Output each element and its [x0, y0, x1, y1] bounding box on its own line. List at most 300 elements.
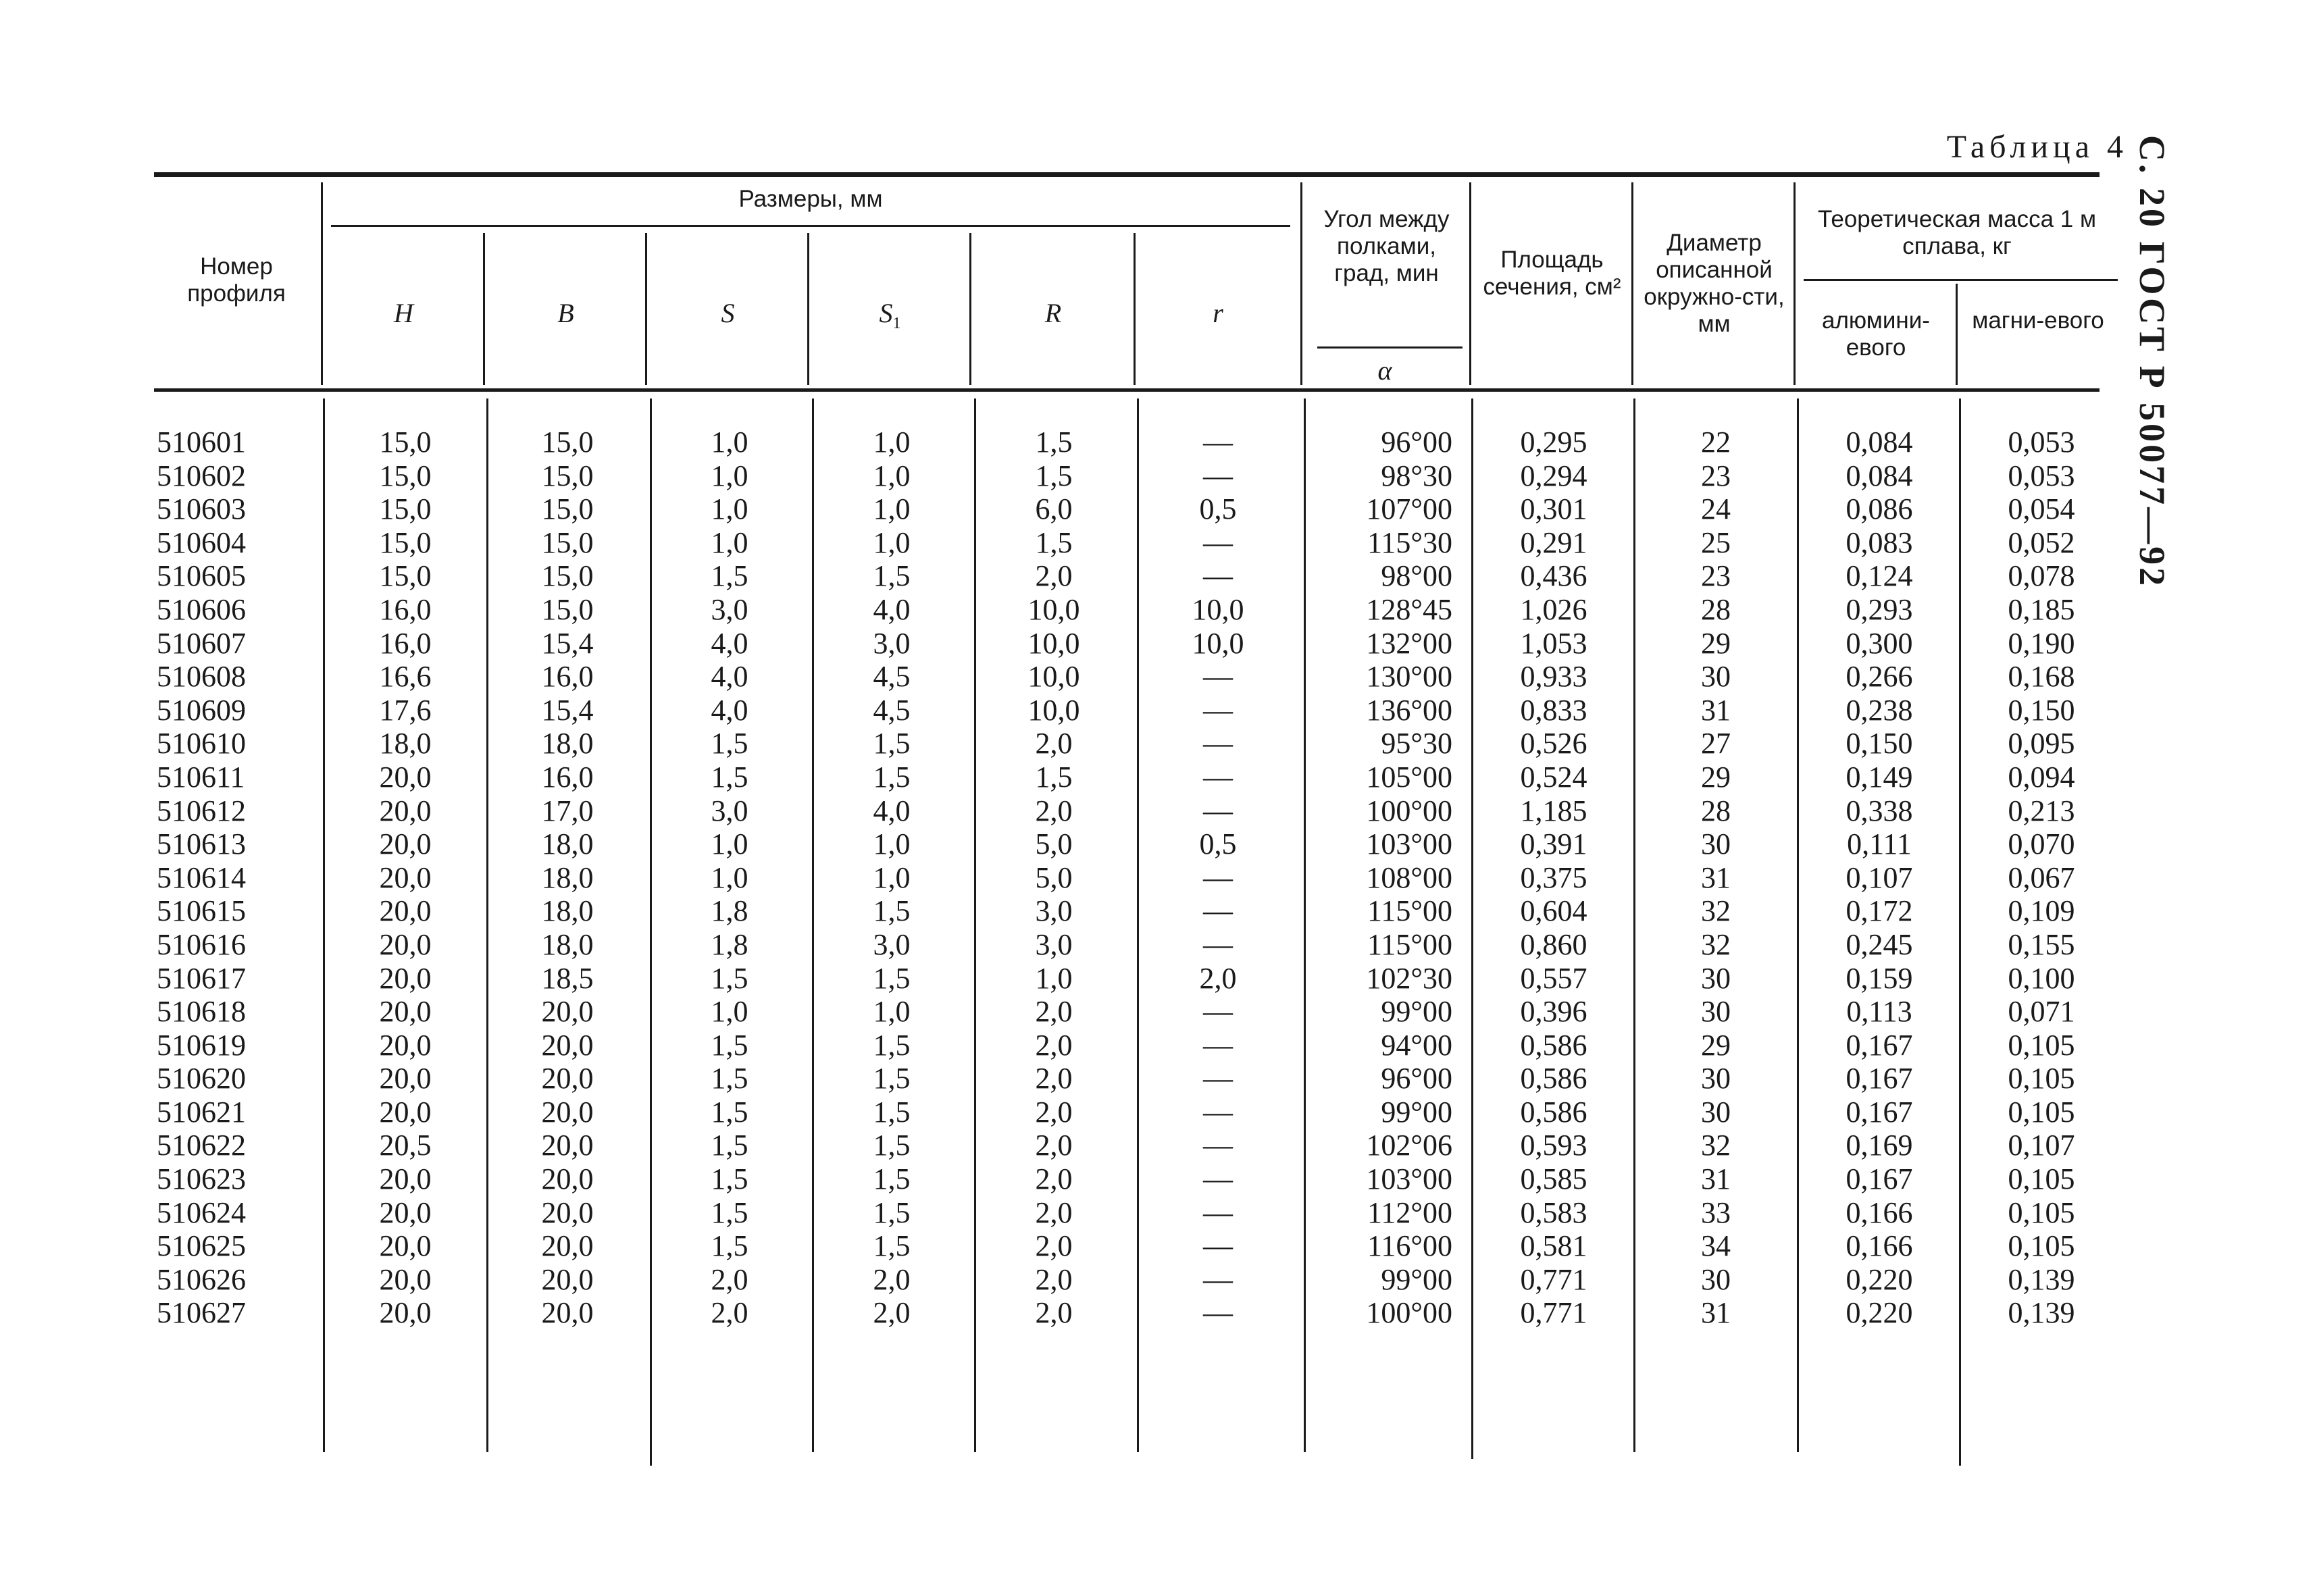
cell-profile-number: 510612 — [157, 794, 246, 827]
cell-angle: 116°00 — [1367, 1229, 1452, 1263]
cell-r: — — [1203, 1229, 1233, 1263]
cell-diameter: 23 — [1701, 559, 1731, 593]
cell-profile-number: 510616 — [157, 927, 246, 961]
cell-mass-aluminum: 0,167 — [1846, 1062, 1913, 1096]
cell-diameter: 32 — [1701, 927, 1731, 961]
page-side-title: С. 20 ГОСТ Р 50077—92 — [2132, 135, 2172, 589]
cell-S1: 1,0 — [873, 525, 911, 559]
cell-R: 10,0 — [1027, 592, 1080, 626]
cell-mass-magnesium: 0,155 — [2008, 927, 2075, 961]
cell-mass-aluminum: 0,169 — [1846, 1129, 1913, 1162]
cell-mass-magnesium: 0,105 — [2008, 1229, 2075, 1263]
cell-profile-number: 510615 — [157, 894, 246, 928]
cell-area: 0,771 — [1520, 1296, 1587, 1330]
cell-angle: 115°00 — [1367, 894, 1452, 928]
cell-profile-number: 510601 — [157, 426, 246, 459]
cell-H: 16,6 — [379, 660, 432, 694]
cell-profile-number: 510602 — [157, 459, 246, 492]
cell-S1: 1,5 — [873, 1095, 911, 1129]
cell-mass-magnesium: 0,095 — [2008, 727, 2075, 761]
cell-S1: 2,0 — [873, 1262, 911, 1296]
cell-S: 2,0 — [711, 1296, 748, 1330]
cell-angle: 107°00 — [1366, 492, 1452, 526]
cell-S: 1,5 — [711, 961, 748, 995]
cell-mass-aluminum: 0,113 — [1846, 995, 1912, 1029]
cell-profile-number: 510608 — [157, 660, 246, 694]
cell-H: 15,0 — [379, 525, 432, 559]
cell-B: 20,0 — [541, 1229, 594, 1263]
cell-S: 1,0 — [711, 995, 748, 1029]
cell-R: 2,0 — [1035, 1229, 1073, 1263]
header-S: S — [721, 298, 735, 328]
cell-mass-magnesium: 0,053 — [2008, 426, 2075, 459]
cell-S: 1,5 — [711, 1195, 748, 1229]
cell-H: 20,0 — [379, 1296, 432, 1330]
cell-R: 6,0 — [1035, 492, 1073, 526]
cell-R: 2,0 — [1035, 1129, 1073, 1162]
cell-B: 20,0 — [541, 1062, 594, 1096]
header-S1-sub: 1 — [892, 315, 901, 332]
cell-profile-number: 510619 — [157, 1028, 246, 1062]
cell-area: 0,585 — [1520, 1162, 1587, 1196]
cell-r: — — [1203, 660, 1233, 694]
cell-angle: 130°00 — [1366, 660, 1452, 694]
cell-profile-number: 510605 — [157, 559, 246, 593]
cell-B: 20,0 — [541, 1195, 594, 1229]
cell-profile-number: 510626 — [157, 1262, 246, 1296]
cell-S: 1,8 — [711, 927, 748, 961]
cell-H: 20,0 — [379, 760, 432, 794]
cell-S: 1,5 — [711, 1229, 748, 1263]
dimensions-group-rule — [331, 225, 1290, 227]
cell-r: — — [1203, 760, 1233, 794]
header-r: r — [1213, 298, 1223, 328]
cell-R: 2,0 — [1035, 1162, 1073, 1196]
cell-S1: 4,0 — [873, 794, 911, 827]
cell-r: — — [1203, 459, 1233, 492]
cell-mass-aluminum: 0,166 — [1846, 1229, 1913, 1263]
cell-area: 0,436 — [1520, 559, 1587, 593]
cell-r: — — [1203, 794, 1233, 827]
cell-r: — — [1203, 1162, 1233, 1196]
cell-H: 16,0 — [379, 626, 432, 660]
cell-mass-aluminum: 0,124 — [1846, 559, 1913, 593]
cell-profile-number: 510610 — [157, 727, 246, 761]
cell-profile-number: 510625 — [157, 1229, 246, 1263]
cell-diameter: 32 — [1701, 894, 1731, 928]
cell-S: 1,5 — [711, 1129, 748, 1162]
cell-mass-aluminum: 0,300 — [1846, 626, 1913, 660]
cell-profile-number: 510604 — [157, 525, 246, 559]
cell-H: 20,0 — [379, 1028, 432, 1062]
cell-R: 1,5 — [1035, 525, 1073, 559]
cell-angle: 105°00 — [1366, 760, 1452, 794]
cell-B: 17,0 — [541, 794, 594, 827]
cell-angle: 99°00 — [1381, 1095, 1452, 1129]
header-mass-magnesium: магни-евого — [1972, 307, 2104, 334]
cell-S: 1,5 — [711, 727, 748, 761]
cell-area: 0,295 — [1520, 426, 1587, 459]
cell-S: 1,0 — [711, 827, 748, 861]
header-vline — [1469, 182, 1471, 385]
cell-diameter: 30 — [1701, 660, 1731, 694]
cell-H: 20,0 — [379, 860, 432, 894]
cell-mass-magnesium: 0,168 — [2008, 660, 2075, 694]
cell-r: — — [1203, 860, 1233, 894]
cell-area: 0,833 — [1520, 693, 1587, 727]
cell-B: 18,0 — [541, 827, 594, 861]
cell-R: 1,5 — [1035, 459, 1073, 492]
cell-diameter: 30 — [1701, 995, 1731, 1029]
cell-diameter: 23 — [1701, 459, 1731, 492]
cell-S1: 4,5 — [873, 660, 911, 694]
cell-mass-magnesium: 0,053 — [2008, 459, 2075, 492]
cell-S1: 1,5 — [873, 1162, 911, 1196]
cell-S: 2,0 — [711, 1262, 748, 1296]
cell-area: 0,294 — [1520, 459, 1587, 492]
cell-diameter: 31 — [1701, 693, 1731, 727]
cell-B: 20,0 — [541, 1028, 594, 1062]
cell-mass-magnesium: 0,105 — [2008, 1195, 2075, 1229]
header-area: Площадь сечения, см² — [1483, 247, 1621, 300]
cell-S1: 1,5 — [873, 760, 911, 794]
cell-mass-magnesium: 0,071 — [2008, 995, 2075, 1029]
cell-area: 0,581 — [1520, 1229, 1587, 1263]
cell-B: 15,0 — [541, 492, 594, 526]
cell-S1: 1,0 — [873, 492, 911, 526]
cell-S1: 1,0 — [873, 827, 911, 861]
cell-B: 18,0 — [541, 927, 594, 961]
cell-S: 4,0 — [711, 660, 748, 694]
cell-S1: 1,5 — [873, 1129, 911, 1162]
cell-B: 20,0 — [541, 1296, 594, 1330]
cell-area: 0,301 — [1520, 492, 1587, 526]
cell-S: 1,0 — [711, 426, 748, 459]
cell-S: 1,5 — [711, 1162, 748, 1196]
cell-mass-aluminum: 0,266 — [1846, 660, 1913, 694]
cell-B: 20,0 — [541, 1129, 594, 1162]
cell-S1: 3,0 — [873, 927, 911, 961]
cell-H: 20,0 — [379, 995, 432, 1029]
cell-H: 20,0 — [379, 961, 432, 995]
cell-diameter: 33 — [1701, 1195, 1731, 1229]
cell-angle: 115°30 — [1367, 525, 1452, 559]
cell-B: 18,0 — [541, 860, 594, 894]
cell-R: 1,5 — [1035, 760, 1073, 794]
cell-angle: 98°00 — [1381, 559, 1452, 593]
cell-profile-number: 510627 — [157, 1296, 246, 1330]
cell-S1: 3,0 — [873, 626, 911, 660]
cell-mass-aluminum: 0,149 — [1846, 760, 1913, 794]
cell-angle: 99°00 — [1381, 995, 1452, 1029]
cell-angle: 98°30 — [1381, 459, 1452, 492]
cell-R: 2,0 — [1035, 794, 1073, 827]
cell-B: 15,0 — [541, 426, 594, 459]
cell-profile-number: 510611 — [157, 760, 245, 794]
cell-diameter: 29 — [1701, 760, 1731, 794]
cell-R: 2,0 — [1035, 1296, 1073, 1330]
cell-S: 1,5 — [711, 559, 748, 593]
cell-r: — — [1203, 1062, 1233, 1096]
angle-symbol-rule — [1317, 346, 1462, 349]
header-S1-main: S — [879, 298, 893, 328]
cell-H: 15,0 — [379, 559, 432, 593]
cell-area: 1,026 — [1520, 592, 1587, 626]
cell-S1: 1,0 — [873, 459, 911, 492]
cell-r: 10,0 — [1192, 592, 1244, 626]
cell-profile-number: 510622 — [157, 1129, 246, 1162]
cell-r: — — [1203, 1262, 1233, 1296]
header-profile-number: Номер профиля — [187, 253, 286, 307]
cell-S: 1,0 — [711, 525, 748, 559]
header-vline — [1134, 233, 1136, 385]
cell-mass-aluminum: 0,084 — [1846, 459, 1913, 492]
cell-H: 18,0 — [379, 727, 432, 761]
cell-angle: 96°00 — [1381, 426, 1452, 459]
header-vline — [807, 233, 809, 385]
cell-H: 20,5 — [379, 1129, 432, 1162]
cell-diameter: 30 — [1701, 1062, 1731, 1096]
cell-B: 15,4 — [541, 693, 594, 727]
header-H: H — [394, 298, 413, 328]
cell-diameter: 29 — [1701, 1028, 1731, 1062]
cell-angle: 100°00 — [1366, 794, 1452, 827]
cell-area: 0,557 — [1520, 961, 1587, 995]
cell-profile-number: 510620 — [157, 1062, 246, 1096]
cell-r: — — [1203, 727, 1233, 761]
cell-B: 15,0 — [541, 459, 594, 492]
cell-diameter: 22 — [1701, 426, 1731, 459]
cell-mass-magnesium: 0,105 — [2008, 1162, 2075, 1196]
cell-H: 20,0 — [379, 1062, 432, 1096]
cell-mass-magnesium: 0,139 — [2008, 1296, 2075, 1330]
cell-S: 3,0 — [711, 592, 748, 626]
cell-H: 20,0 — [379, 1095, 432, 1129]
cell-S: 1,8 — [711, 894, 748, 928]
cell-angle: 96°00 — [1381, 1062, 1452, 1096]
body-vline — [1304, 398, 1306, 1452]
header-angle-symbol: α — [1377, 355, 1392, 386]
cell-S1: 1,5 — [873, 1062, 911, 1096]
cell-angle: 108°00 — [1366, 860, 1452, 894]
cell-R: 1,5 — [1035, 426, 1073, 459]
cell-mass-magnesium: 0,070 — [2008, 827, 2075, 861]
cell-mass-aluminum: 0,220 — [1846, 1296, 1913, 1330]
cell-R: 10,0 — [1027, 626, 1080, 660]
cell-mass-aluminum: 0,238 — [1846, 693, 1913, 727]
cell-angle: 100°00 — [1366, 1296, 1452, 1330]
cell-B: 20,0 — [541, 1095, 594, 1129]
cell-area: 0,593 — [1520, 1129, 1587, 1162]
cell-B: 16,0 — [541, 660, 594, 694]
table-header-bottom-rule — [154, 388, 2100, 392]
cell-H: 20,0 — [379, 827, 432, 861]
header-mass-aluminum: алюмини-евого — [1822, 307, 1930, 361]
cell-area: 0,524 — [1520, 760, 1587, 794]
cell-mass-aluminum: 0,084 — [1846, 426, 1913, 459]
cell-S1: 1,5 — [873, 1195, 911, 1229]
cell-B: 18,5 — [541, 961, 594, 995]
cell-profile-number: 510621 — [157, 1095, 246, 1129]
cell-area: 0,375 — [1520, 860, 1587, 894]
cell-H: 15,0 — [379, 426, 432, 459]
cell-H: 15,0 — [379, 492, 432, 526]
cell-angle: 99°00 — [1381, 1262, 1452, 1296]
cell-mass-aluminum: 0,083 — [1846, 525, 1913, 559]
cell-r: 2,0 — [1199, 961, 1237, 995]
cell-B: 20,0 — [541, 1262, 594, 1296]
cell-S1: 1,0 — [873, 426, 911, 459]
cell-S1: 1,0 — [873, 995, 911, 1029]
cell-H: 16,0 — [379, 592, 432, 626]
cell-diameter: 31 — [1701, 1162, 1731, 1196]
cell-S: 4,0 — [711, 693, 748, 727]
cell-diameter: 24 — [1701, 492, 1731, 526]
cell-area: 0,604 — [1520, 894, 1587, 928]
cell-S: 1,0 — [711, 860, 748, 894]
cell-R: 2,0 — [1035, 1062, 1073, 1096]
cell-S1: 2,0 — [873, 1296, 911, 1330]
header-B: B — [557, 298, 574, 328]
cell-area: 0,860 — [1520, 927, 1587, 961]
cell-angle: 94°00 — [1381, 1028, 1452, 1062]
cell-mass-aluminum: 0,172 — [1846, 894, 1913, 928]
header-dimensions-group: Размеры, мм — [738, 186, 883, 212]
cell-profile-number: 510614 — [157, 860, 246, 894]
cell-profile-number: 510617 — [157, 961, 246, 995]
header-diameter: Диаметр описанной окружно-сти, мм — [1644, 230, 1785, 337]
cell-R: 5,0 — [1035, 860, 1073, 894]
cell-diameter: 25 — [1701, 525, 1731, 559]
header-mass-group: Теоретическая масса 1 м сплава, кг — [1817, 206, 2097, 259]
cell-angle: 132°00 — [1366, 626, 1452, 660]
cell-S: 1,5 — [711, 1028, 748, 1062]
cell-B: 18,0 — [541, 894, 594, 928]
cell-angle: 103°00 — [1366, 827, 1452, 861]
header-vline — [969, 233, 971, 385]
cell-R: 3,0 — [1035, 927, 1073, 961]
cell-mass-magnesium: 0,100 — [2008, 961, 2075, 995]
cell-mass-aluminum: 0,111 — [1847, 827, 1912, 861]
cell-r: — — [1203, 995, 1233, 1029]
cell-area: 0,391 — [1520, 827, 1587, 861]
cell-R: 2,0 — [1035, 1195, 1073, 1229]
cell-area: 0,526 — [1520, 727, 1587, 761]
cell-mass-magnesium: 0,109 — [2008, 894, 2075, 928]
cell-diameter: 29 — [1701, 626, 1731, 660]
cell-mass-magnesium: 0,105 — [2008, 1062, 2075, 1096]
cell-H: 20,0 — [379, 1195, 432, 1229]
header-vline — [1794, 182, 1796, 385]
cell-R: 3,0 — [1035, 894, 1073, 928]
cell-mass-aluminum: 0,086 — [1846, 492, 1913, 526]
cell-B: 16,0 — [541, 760, 594, 794]
cell-R: 5,0 — [1035, 827, 1073, 861]
cell-area: 1,185 — [1520, 794, 1587, 827]
cell-H: 20,0 — [379, 894, 432, 928]
cell-diameter: 30 — [1701, 961, 1731, 995]
cell-B: 15,4 — [541, 626, 594, 660]
cell-profile-number: 510606 — [157, 592, 246, 626]
table-top-rule — [154, 172, 2100, 177]
cell-S: 1,5 — [711, 1062, 748, 1096]
cell-angle: 103°00 — [1366, 1162, 1452, 1196]
header-vline — [1956, 284, 1958, 385]
cell-B: 15,0 — [541, 592, 594, 626]
cell-mass-magnesium: 0,139 — [2008, 1262, 2075, 1296]
cell-S: 3,0 — [711, 794, 748, 827]
cell-angle: 136°00 — [1366, 693, 1452, 727]
header-S1 — [811, 297, 969, 333]
cell-S: 1,5 — [711, 760, 748, 794]
cell-profile-number: 510609 — [157, 693, 246, 727]
cell-B: 20,0 — [541, 1162, 594, 1196]
cell-mass-aluminum: 0,167 — [1846, 1162, 1913, 1196]
cell-diameter: 31 — [1701, 1296, 1731, 1330]
header-vline — [321, 182, 323, 385]
header-vline — [1631, 182, 1633, 385]
cell-angle: 112°00 — [1367, 1195, 1452, 1229]
cell-mass-magnesium: 0,105 — [2008, 1028, 2075, 1062]
header-vline — [645, 233, 647, 385]
cell-R: 2,0 — [1035, 1095, 1073, 1129]
cell-mass-magnesium: 0,107 — [2008, 1129, 2075, 1162]
cell-mass-aluminum: 0,159 — [1846, 961, 1913, 995]
cell-diameter: 32 — [1701, 1129, 1731, 1162]
cell-S1: 1,5 — [873, 961, 911, 995]
cell-R: 2,0 — [1035, 727, 1073, 761]
cell-mass-aluminum: 0,220 — [1846, 1262, 1913, 1296]
cell-mass-aluminum: 0,293 — [1846, 592, 1913, 626]
cell-profile-number: 510618 — [157, 995, 246, 1029]
cell-R: 10,0 — [1027, 693, 1080, 727]
cell-area: 0,291 — [1520, 525, 1587, 559]
cell-mass-magnesium: 0,185 — [2008, 592, 2075, 626]
cell-R: 10,0 — [1027, 660, 1080, 694]
cell-S1: 1,5 — [873, 1028, 911, 1062]
cell-S: 1,0 — [711, 492, 748, 526]
cell-area: 0,771 — [1520, 1262, 1587, 1296]
cell-S: 1,0 — [711, 459, 748, 492]
cell-S1: 1,5 — [873, 559, 911, 593]
header-vline — [483, 233, 485, 385]
mass-group-rule — [1804, 279, 2118, 281]
cell-angle: 102°30 — [1366, 961, 1452, 995]
cell-profile-number: 510607 — [157, 626, 246, 660]
cell-diameter: 28 — [1701, 592, 1731, 626]
cell-area: 0,586 — [1520, 1028, 1587, 1062]
cell-H: 20,0 — [379, 1162, 432, 1196]
cell-area: 0,586 — [1520, 1095, 1587, 1129]
cell-B: 15,0 — [541, 525, 594, 559]
cell-mass-aluminum: 0,166 — [1846, 1195, 1913, 1229]
cell-S1: 1,5 — [873, 894, 911, 928]
cell-r: — — [1203, 894, 1233, 928]
cell-S1: 4,5 — [873, 693, 911, 727]
cell-r: 0,5 — [1199, 827, 1237, 861]
cell-diameter: 31 — [1701, 860, 1731, 894]
cell-diameter: 34 — [1701, 1229, 1731, 1263]
cell-B: 20,0 — [541, 995, 594, 1029]
cell-angle: 102°06 — [1366, 1129, 1452, 1162]
header-R: R — [1044, 298, 1062, 328]
cell-S1: 4,0 — [873, 592, 911, 626]
cell-S: 4,0 — [711, 626, 748, 660]
cell-angle: 128°45 — [1366, 592, 1452, 626]
cell-mass-magnesium: 0,190 — [2008, 626, 2075, 660]
cell-S1: 1,5 — [873, 727, 911, 761]
cell-S: 1,5 — [711, 1095, 748, 1129]
